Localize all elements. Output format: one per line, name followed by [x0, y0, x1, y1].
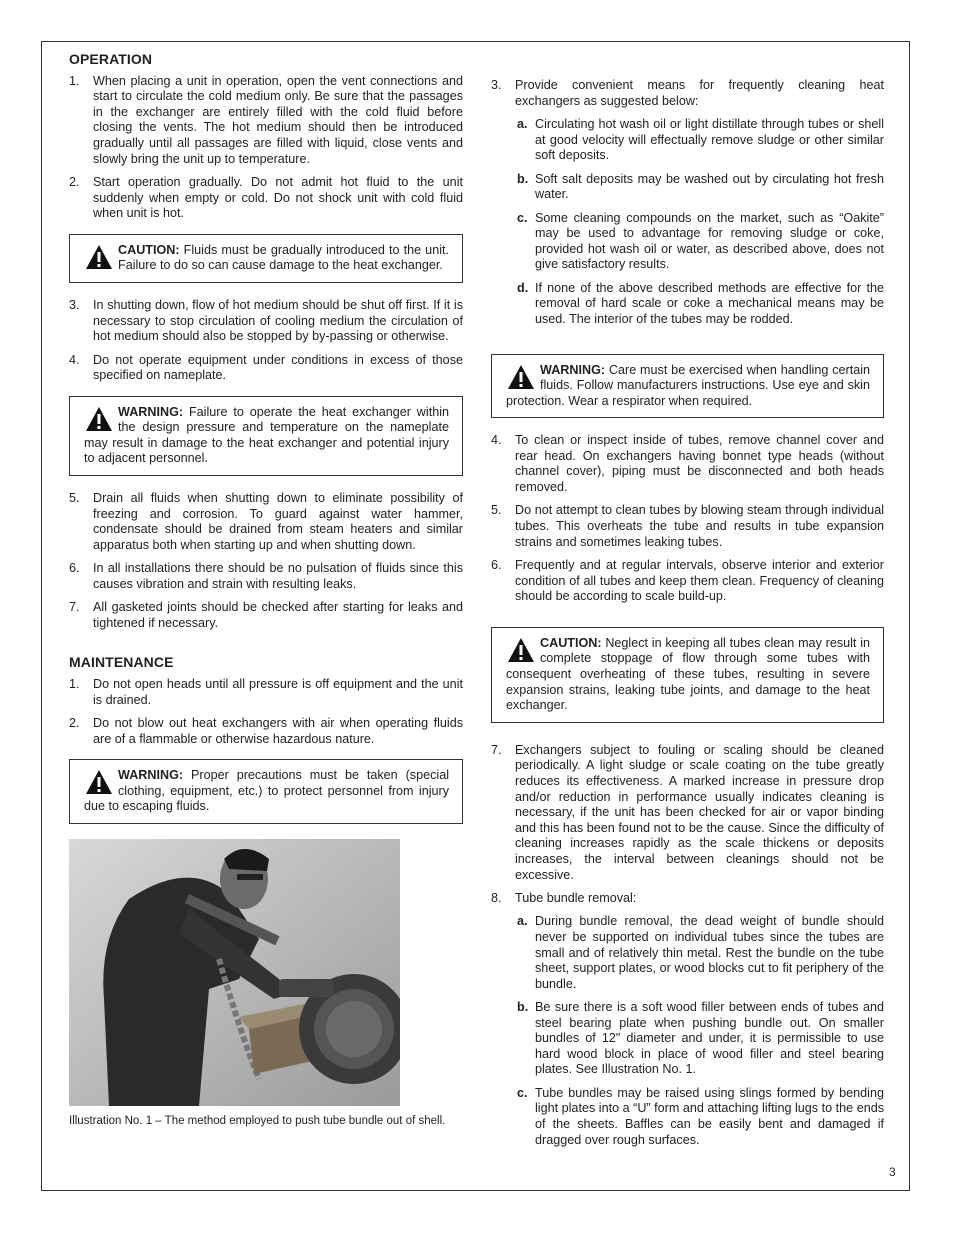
warning-notice-design-pressure: WARNING: Failure to operate the heat exchanger within the design pressure and temperature on the nameplate may result in damage to the heat exchanger and potential injury to adjacent personnel.	[69, 396, 463, 476]
page-number: 3	[889, 1165, 896, 1179]
operation-item-4: 4. Do not operate equipment under conditions in excess of those specified on nameplate.	[69, 352, 463, 383]
tube-bundle-removal-photo	[69, 839, 400, 1106]
operation-item-5: 5. Drain all fluids when shutting down to eliminate possibility of freezing and corrosion. To guard against water hammer, condensate should be drained from steam heaters and similar apparatus both when starting up and when shutting down.	[69, 491, 463, 552]
maintenance-item-3b: b. Soft salt deposits may be washed out by circulating hot fresh water.	[517, 171, 884, 202]
maintenance-item-7: 7. Exchangers subject to fouling or scaling should be cleaned periodically. A light sludge or scale coating on the tube greatly reduces its effectiveness. A marked increase in pressure drop and/or reduction in performance usually indicates cleaning is necessary, if the unit has been checked for air or vapor binding and this has been found not to be the cause. Since the difficulty of cleaning increases rapidly as the scale thickens or deposits increases, the interval between cleanings should not be excessive.	[491, 742, 884, 882]
maintenance-item-2: 2. Do not blow out heat exchangers with air when operating fluids are of a flammable or otherwise hazardous nature.	[69, 715, 463, 746]
warning-triangle-icon	[506, 363, 536, 391]
right-column	[491, 78, 884, 1156]
warning-triangle-icon	[84, 243, 114, 271]
maintenance-item-5: 5. Do not attempt to clean tubes by blowing steam through individual tubes. This overheats the tube and results in tube expansion strains and sometimes leaking tubes.	[491, 503, 884, 549]
maintenance-item-3d: d. If none of the above described methods are effective for the removal of hard scale or coke a mechanical means may be used. The interior of the tubes may be rodded.	[517, 280, 884, 326]
maintenance-item-3a: a. Circulating hot wash oil or light distillate through tubes or shell at good velocity will effectually remove sludge or other similar soft deposits.	[517, 116, 884, 163]
maintenance-item-8: 8. Tube bundle removal:	[491, 890, 637, 905]
operation-item-1: 1. When placing a unit in operation, open the vent connections and start to circulate the cold medium only. Be sure that the passages in the exchanger are entirely filled with the cold fluid before closing the vents. The hot medium should then be introduced gradually until all passages are filled with liquid, close vents and slowly bring the unit up to temperature.	[69, 73, 463, 166]
maintenance-item-8c: c. Tube bundles may be raised using slings formed by bending light plates into a “U” form and attaching lifting lugs to the ends of the sheets. Baffles can be easily bent and damaged if dragged over rough surfaces.	[517, 1085, 884, 1147]
operation-item-2: 2. Start operation gradually. Do not admit hot fluid to the unit suddenly when empty or cold. Do not shock unit with cold fluid when unit is hot.	[69, 174, 463, 221]
operation-heading: OPERATION	[69, 51, 153, 67]
operation-item-6: 6. In all installations there should be no pulsation of fluids since this causes vibration and strain with resulting leaks.	[69, 561, 463, 591]
left-column	[69, 52, 463, 1129]
maintenance-item-8a: a. During bundle removal, the dead weight of bundle should never be supported on individual tubes since the tubes are small and of relatively thin metal. Rest the bundle on the tube sheet, support plates, or wood blocks cut to fit periphery of the bundle.	[517, 914, 884, 991]
operation-item-3: 3. In shutting down, flow of hot medium should be shut off first. If it is necessary to stop circulation of cooling medium the circulation of hot medium should also be stopped by by-passing or otherwise.	[69, 297, 463, 344]
operation-item-7: 7. All gasketed joints should be checked after starting for leaks and tightened if necessary.	[69, 600, 463, 630]
illustration-photo	[69, 839, 400, 1106]
illustration-caption: Illustration No. 1 – The method employed to push tube bundle out of shell.	[69, 1114, 446, 1127]
maintenance-item-3: 3. Provide convenient means for frequently cleaning heat exchangers as suggested below:	[491, 78, 884, 108]
maintenance-item-6: 6. Frequently and at regular intervals, observe interior and exterior condition of all tubes and keep them clean. Frequency of cleaning should be according to scale build-up.	[491, 558, 884, 604]
maintenance-heading: MAINTENANCE	[69, 654, 174, 671]
maintenance-item-3c: c. Some cleaning compounds on the market, such as “Oakite” may be used to advantage for removing sludge or coke, provided hot wash oil or water, as described above, does not give satisfactory results.	[517, 210, 884, 272]
caution-notice-clean-tubes: CAUTION: Neglect in keeping all tubes clean may result in complete stoppage of flow through some tubes with consequent overheating of these tubes, resulting in severe expansion strains, leaking tube joints, and damage to the heat exchanger.	[491, 627, 884, 723]
caution-notice-fluids: CAUTION: Fluids must be gradually introduced to the unit. Failure to do so can cause damage to the heat exchanger.	[69, 234, 463, 283]
warning-triangle-icon	[84, 768, 114, 796]
warning-triangle-icon	[84, 405, 114, 433]
warning-notice-escaping-fluids: WARNING: Proper precautions must be taken (special clothing, equipment, etc.) to protect personnel from injury due to escaping fluids.	[69, 759, 463, 824]
maintenance-item-8b: b. Be sure there is a soft wood filler between ends of tubes and steel bearing plate when pushing bundle out. On smaller bundles of 12" diameter and under, it is permissible to use hard wood block in place of wood filler and steel bearing plates. See Illustration No. 1.	[517, 1000, 884, 1077]
warning-notice-handling-fluids: WARNING: Care must be exercised when handling certain fluids. Follow manufacturers instructions. Use eye and skin protection. Wear a respirator when required.	[491, 354, 884, 419]
maintenance-item-4: 4. To clean or inspect inside of tubes, remove channel cover and rear head. On exchangers having bonnet type heads (without channel cover), piping must be disconnected and both heads removed.	[491, 433, 884, 495]
maintenance-item-1: 1. Do not open heads until all pressure is off equipment and the unit is drained.	[69, 677, 463, 707]
warning-triangle-icon	[506, 636, 536, 664]
